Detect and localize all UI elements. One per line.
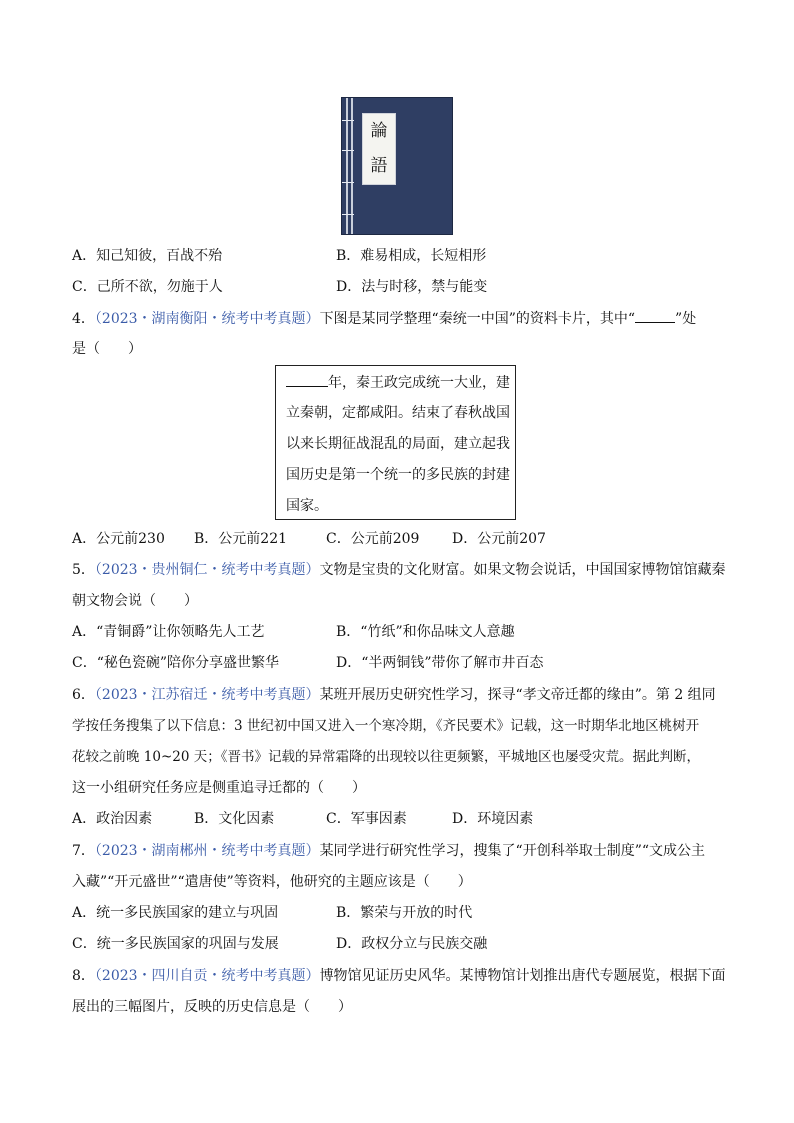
q6-option-c: C．军事因素 xyxy=(326,811,407,827)
q7-stem: 7．（2023・湖南郴州・统考中考真题）某同学进行研究性学习，搜集了“开创科举取士制度”“文成公主 xyxy=(72,843,706,859)
q3-option-b: B．难易相成，长短相形 xyxy=(336,248,487,264)
q7-stem-cont: 入藏”“开元盛世”“遣唐使”等资料，他研究的主题应该是（ ） xyxy=(72,874,472,890)
q3-option-a: A．知己知彼，百战不殆 xyxy=(72,248,223,264)
question-number: 8． xyxy=(72,968,95,984)
book-title-label xyxy=(362,113,396,185)
q7-option-d: D．政权分立与民族交融 xyxy=(336,936,488,952)
q4-option-b: B．公元前221 xyxy=(194,531,288,547)
qin-unification-info-card xyxy=(275,365,516,520)
q7-option-c: C．统一多民族国家的巩固与发展 xyxy=(72,936,279,952)
analects-book-image xyxy=(341,97,453,235)
question-source: （2023・湖南郴州・统考中考真题） xyxy=(94,843,320,859)
question-source: （2023・贵州铜仁・统考中考真题） xyxy=(94,562,320,578)
card-line: 国家。 xyxy=(286,498,328,514)
q6-option-b: B．文化因素 xyxy=(194,811,275,827)
q7-option-a: A．统一多民族国家的建立与巩固 xyxy=(72,905,279,921)
q4-option-a: A．公元前230 xyxy=(72,531,165,547)
q4-stem-cont: 是（ ） xyxy=(72,341,142,357)
q4-option-d: D．公元前207 xyxy=(452,531,546,547)
q5-option-b: B．“竹纸”和你品味文人意趣 xyxy=(336,624,515,640)
q5-option-a: A．“青铜爵”让你领略先人工艺 xyxy=(72,624,265,640)
card-line: 国历史是第一个统一的多民族的封建 xyxy=(286,467,510,483)
question-number: 5． xyxy=(72,562,95,578)
q3-option-c: C．己所不欲，勿施于人 xyxy=(72,279,223,295)
q5-option-c: C．“秘色瓷碗”陪你分享盛世繁华 xyxy=(72,655,280,671)
q5-option-d: D．“半两铜钱”带你了解市井百态 xyxy=(336,655,544,671)
q3-option-d: D．法与时移，禁与能变 xyxy=(336,279,488,295)
answer-blank xyxy=(286,372,328,387)
q8-stem-cont: 展出的三幅图片，反映的历史信息是（ ） xyxy=(72,999,352,1015)
q6-stem-cont: 学按任务搜集了以下信息：3 世纪初中国又进入一个寒冷期，《齐民要术》记载，这一时期华北地区桃树开 xyxy=(72,718,700,734)
question-source: （2023・湖南衡阳・统考中考真题） xyxy=(94,311,320,327)
q5-stem-cont: 朝文物会说（ ） xyxy=(72,593,198,609)
q4-option-c: C．公元前209 xyxy=(326,531,420,547)
q6-stem-cont: 这一小组研究任务应是侧重追寻迁都的（ ） xyxy=(72,780,366,796)
card-line: 立秦朝，定都咸阳。结束了春秋战国 xyxy=(286,405,510,421)
question-number: 7． xyxy=(72,843,95,859)
card-line: 以来长期征战混乱的局面，建立起我 xyxy=(286,436,510,452)
q6-option-d: D．环境因素 xyxy=(452,811,534,827)
q6-option-a: A．政治因素 xyxy=(72,811,153,827)
q6-stem: 6．（2023・江苏宿迁・统考中考真题）某班开展历史研究性学习，探寻“孝文帝迁都的缘由”。第 2 组同 xyxy=(72,687,716,703)
question-source: （2023・四川自贡・统考中考真题） xyxy=(94,968,320,984)
q4-stem: 4．（2023・湖南衡阳・统考中考真题）下图是某同学整理“秦统一中国”的资料卡片，其中“ ”处 xyxy=(72,308,696,329)
q8-stem: 8．（2023・四川自贡・统考中考真题）博物馆见证历史风华。某博物馆计划推出唐代专题展览，根据下面 xyxy=(72,968,726,984)
q6-stem-cont: 花较之前晚 10~20 天；《晋书》记载的异常霜降的出现较以往更频繁，平城地区也屡受灾荒。据此判断， xyxy=(72,749,700,765)
question-number: 4． xyxy=(72,311,95,327)
q5-stem: 5．（2023・贵州铜仁・统考中考真题）文物是宝贵的文化财富。如果文物会说话，中国国家博物馆馆藏秦 xyxy=(72,562,726,578)
q7-option-b: B．繁荣与开放的时代 xyxy=(336,905,473,921)
book-title-char: 語 xyxy=(370,156,388,176)
book-title-char: 論 xyxy=(370,121,388,141)
card-line: 年，秦王政完成统一大业，建 xyxy=(286,372,510,393)
question-number: 6． xyxy=(72,687,95,703)
question-source: （2023・江苏宿迁・统考中考真题） xyxy=(94,687,320,703)
answer-blank xyxy=(635,308,675,323)
